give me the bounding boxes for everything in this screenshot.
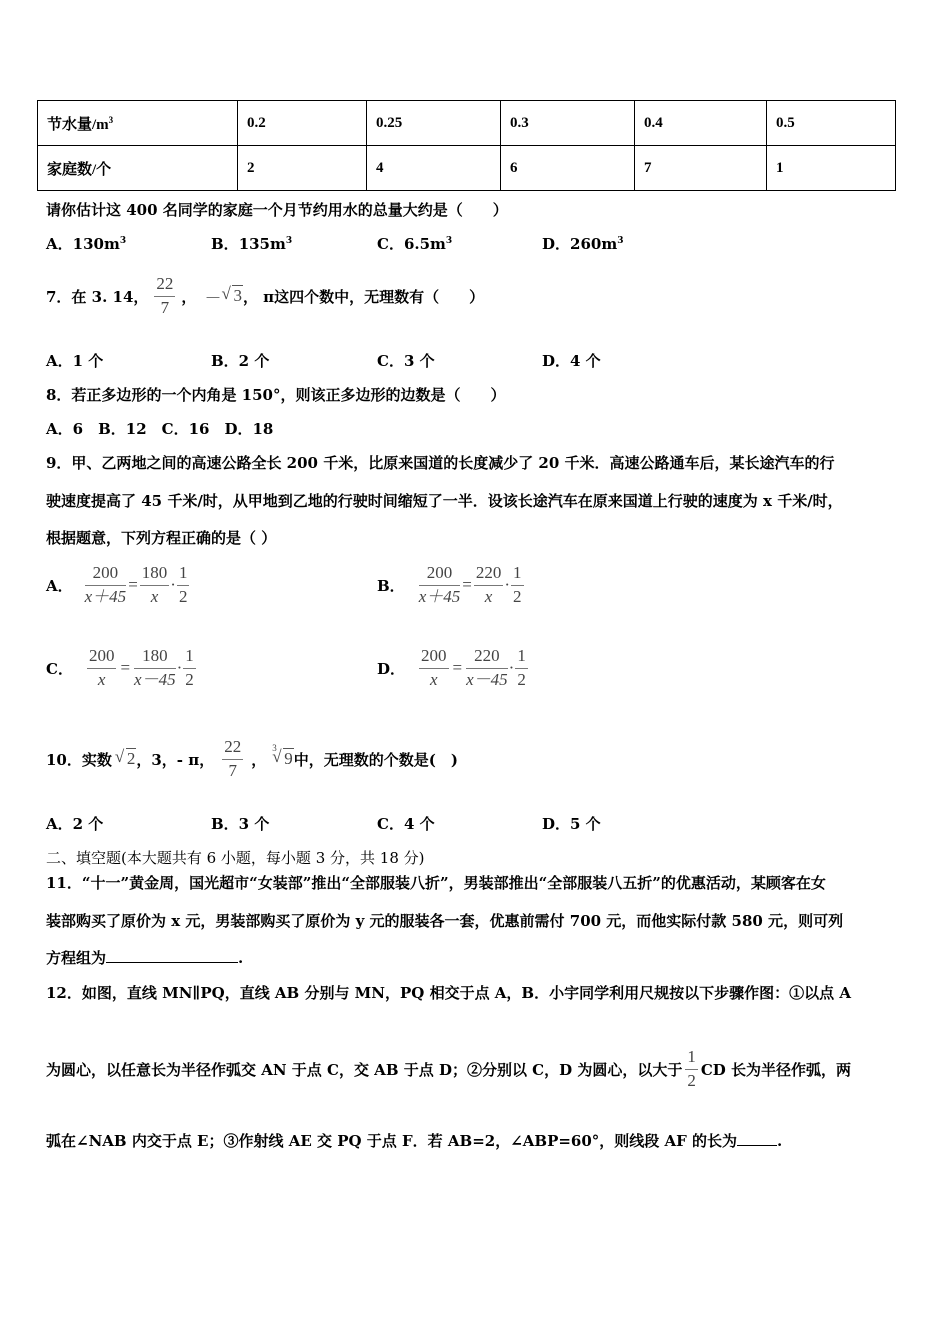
- fraction: $\frac{200}{x}$: [421, 645, 447, 689]
- table-cell: 家庭数/个: [38, 146, 238, 191]
- fraction: $\frac{180}{x-45}$: [134, 645, 176, 689]
- table-cell: 0.5: [767, 101, 896, 146]
- table-cell: 4: [367, 146, 501, 191]
- table-cell: 0.2: [238, 101, 367, 146]
- q7-option-a: A．1 个: [46, 352, 104, 370]
- table-cell: 1: [767, 146, 896, 191]
- q12-line1: 12．如图，直线 MN∥PQ，直线 AB 分别与 MN，PQ 相交于点 A，B．小宇同学利用尺规按以下步骤作图：①以点 A: [46, 984, 851, 1002]
- fraction: $\frac{200}{x}$: [88, 645, 115, 689]
- q6-option-b: B．$135m^3$: [211, 235, 293, 253]
- q6-prompt: 请你估计这 400 名同学的家庭一个月节约用水的总量大约是（ ）: [46, 201, 508, 219]
- q10-option-c: C．4 个: [377, 815, 435, 833]
- q6-option-a: A．$130m^3$: [46, 235, 127, 253]
- q10-option-d: D．5 个: [542, 815, 601, 833]
- q7-stem: 7．在 3. 14， $\frac{22}{7}$ ， － √ 3 ， π 这四个数中，无理数有（ ）: [46, 266, 484, 326]
- q6-option-d: D．$260m^3$: [542, 235, 624, 253]
- q12-line2: 为圆心，以任意长为半径作弧交 AN 于点 C，交 AB 于点 D；②分别以 C，D 为圆心，以大于 $\frac{1}{2}$ CD 长为半径作弧，两: [46, 1046, 852, 1090]
- q9-line1: 9．甲、乙两地之间的高速公路全长 200 千米，比原来国道的长度减少了 20 千米．高速公路通车后，某长途汽车的行: [46, 454, 835, 472]
- table-cell: 6: [501, 146, 635, 191]
- q8-stem: 8．若正多边形的一个内角是 150°，则该正多边形的边数是（ ）: [46, 386, 506, 404]
- fraction-22-7: $\frac{22}{7}$: [156, 273, 174, 317]
- q9-option-c: C． $\frac{200}{x}$ = $\frac{180}{x-45}$ · $\frac{1}{2}$: [46, 645, 194, 689]
- table-row: [38, 101, 896, 146]
- answer-blank[interactable]: [106, 950, 238, 963]
- fraction-half: $\frac{1}{2}$: [687, 1046, 696, 1090]
- table-cell: 7: [635, 146, 767, 191]
- q9-line3: 根据题意，下列方程正确的是（ ）: [46, 529, 277, 547]
- cube-root-9: √ 3 9: [272, 749, 294, 769]
- table-row: [38, 146, 896, 191]
- q11-line3: 方程组为 .: [46, 949, 244, 967]
- q9-option-d: D． $\frac{200}{x}$ = $\frac{220}{x-45}$ · $\frac{1}{2}$: [377, 645, 526, 689]
- q11-line2: 装部购买了原价为 x 元，男装部购买了原价为 y 元的服装各一套，优惠前需付 700 元，而他实际付款 580 元，则可列: [46, 912, 844, 930]
- q8-options: A．6 B．12 C．16 D．18: [46, 420, 274, 438]
- fraction-half: $\frac{1}{2}$: [178, 562, 188, 606]
- fraction-half: $\frac{1}{2}$: [185, 645, 194, 689]
- fraction: $\frac{220}{x-45}$: [466, 645, 508, 689]
- q10-option-a: A．2 个: [46, 815, 104, 833]
- q11-line1: 11．“十一”黄金周，国光超市“女装部”推出“全部服装八折”，男装部推出“全部服装八五折”的优惠活动，某顾客在女: [46, 874, 826, 892]
- q10-stem: 10．实数 √ 2 ，3，- π， $\frac{22}{7}$ ， √ 3 9 中，无理数的个数是( ): [46, 728, 458, 790]
- section-heading: 二、填空题(本大题共有 6 小题，每小题 3 分，共 18 分): [46, 849, 425, 867]
- fraction-half: $\frac{1}{2}$: [517, 645, 526, 689]
- answer-blank[interactable]: [737, 1133, 777, 1146]
- sqrt-3: √ 3: [221, 286, 243, 306]
- sqrt-2: √ 2: [115, 749, 137, 769]
- q9-line2: 驶速度提高了 45 千米/时，从甲地到乙地的行驶时间缩短了一半．设该长途汽车在原来国道上行驶的速度为 x 千米/时，: [46, 492, 843, 510]
- fraction: $\frac{200}{x+45}$: [418, 562, 461, 606]
- fraction: $\frac{220}{x}$: [475, 562, 502, 606]
- q7-option-c: C．3 个: [377, 352, 435, 370]
- water-saving-table: [37, 100, 896, 191]
- fraction: $\frac{200}{x+45}$: [84, 562, 127, 606]
- q7-option-b: B．2 个: [211, 352, 270, 370]
- table-cell: 0.3: [501, 101, 635, 146]
- fraction-22-7: $\frac{22}{7}$: [224, 736, 242, 780]
- q9-option-b: B． $\frac{200}{x+45}$ = $\frac{220}{x}$ · $\frac{1}{2}$: [377, 562, 522, 606]
- table-cell: 0.4: [635, 101, 767, 146]
- fraction-half: $\frac{1}{2}$: [513, 562, 522, 606]
- q7-option-d: D．4 个: [542, 352, 601, 370]
- q6-option-c: C．$6.5m^3$: [377, 235, 453, 253]
- table-cell: 0.25: [367, 101, 501, 146]
- q12-line3: 弧在∠NAB 内交于点 E；③作射线 AE 交 PQ 于点 F．若 AB=2，∠ABP=60°，则线段 AF 的长为 .: [46, 1132, 783, 1150]
- q10-option-b: B．3 个: [211, 815, 270, 833]
- table-cell: 节水量$/m^3$: [38, 101, 238, 146]
- q9-option-a: A． $\frac{200}{x+45}$ = $\frac{180}{x}$ · $\frac{1}{2}$: [46, 562, 188, 606]
- fraction: $\frac{180}{x}$: [141, 562, 168, 606]
- table-cell: 2: [238, 146, 367, 191]
